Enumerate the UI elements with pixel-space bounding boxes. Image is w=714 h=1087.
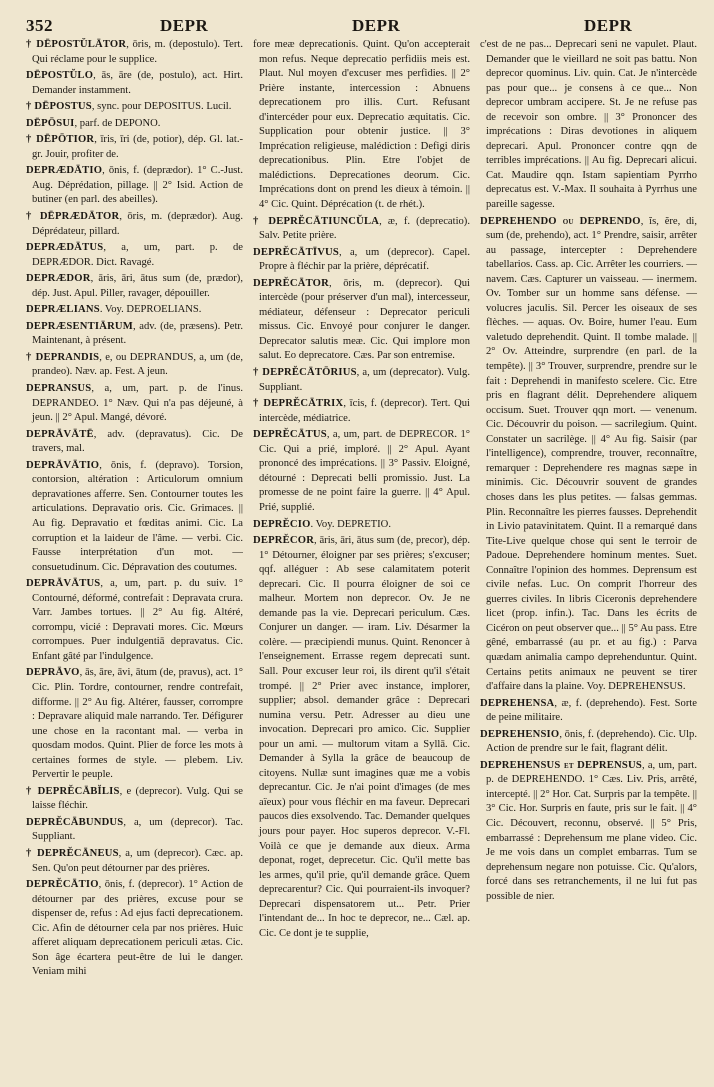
- entry-headword: DEPRĔCIO: [253, 518, 311, 530]
- dictionary-entry: † DEPRANDIS, e, ou DEPRANDUS, a, um (de, prandeo). Næv. ap. Fest. A jeun.: [26, 351, 243, 378]
- entry-headword: DEPRĔCĀTUS: [253, 429, 327, 441]
- entry-headword: DEPRÆLIANS: [26, 304, 100, 316]
- dictionary-entry: † DĒPOSTŬLĀTOR, ōris, m. (depostulo). Tert. Qui réclame pour le supplice.: [26, 39, 243, 65]
- entry-headword: DEPRÆDĀTUS: [26, 242, 104, 254]
- dictionary-entry: DEPRĔCOR, āris, āri, ātus sum (de, precor), dép. 1° Détourner, éloigner par ses prières; s'excuser; qqf. alléguer : Ab sese calamitatem poterit deprecari. Cic. Il pourra éloigner de soi ce malheur. Mortem non deprecor. Ov. Je ne demande pas la vie. Deprecari periculum. Cæs. Conjurer un danger. — iram. Liv. Désarmer la colère. — præcipiendi munus. Quint. Renoncer à l'enseignement. Errasse regem deprecati sunt. Sall. Pour excuser leur roi, ils dirent qu'il s'était trompé. || 2° Prier avec instance, implorer, supplier; absol. demander grâce : Deprecari numina versu. Petr. Adresser au dieu une invocation. Deprecari pro amico. Cic. Supplier pour un ami. — multorum vitam a Syllā. Cic. Demander à Sylla la grâce de beaucoup de citoyens. Nullæ sunt imagines quæ me a vobis deprecantur. Cic. Je n'ai point d'images (de mes aïeux) pour vous fléchir en ma faveur. Deprecari paucos dies exsolvendo. Tac. Demander quelques jours pour payer. Hoc superos deprecor. V.-Fl. Voilà ce que je demande aux dieux. Arma deponat, roget, deprecetur. Cic. Qu'il mette bas les armes, qu'il prie, qu'il demande grâce. Quem deprecarentur? Cic. Qui pourraient-ils invoquer? Deprecari dispensatorem ut... Petr. Prier l'intendant de... In hoc te deprecor, ne... Cæl. ap. Cic. Ce dont je te supplie,: [253, 535, 470, 939]
- dictionary-entry: DEPRĔCIO. Voy. DEPRETIO.: [253, 518, 391, 530]
- entry-headword: † DĒPRÆDĀTOR: [26, 211, 120, 223]
- running-head-center: DEPR: [352, 16, 401, 35]
- dictionary-entry: DEPRÆDĀTIO, ōnis, f. (deprædor). 1° C.-Just. Aug. Déprédation, pillage. || 2° Isid. Action de butiner (en parl. des abeilles).: [26, 165, 243, 206]
- entry-headword: † DĒPOSTŬLĀTOR: [26, 39, 127, 50]
- entry-headword: † DEPRANDIS: [26, 351, 100, 363]
- running-head: [26, 14, 698, 36]
- entry-headword: DEPRÆDĀTIO: [26, 165, 103, 177]
- entry-headword: DEPREHENSA: [480, 697, 555, 709]
- entry-headword: DEPRĀVĀTĒ: [26, 428, 94, 440]
- entry-headword: DĒPŌSUI: [26, 117, 75, 129]
- entry-headword: DEPREHENSIO: [480, 728, 560, 740]
- dictionary-entry: † DEPRĔCĀBĬLIS, e (deprecor). Vulg. Qui se laisse fléchir.: [26, 785, 243, 812]
- entry-headword: DEPRÆDOR: [26, 273, 91, 285]
- dictionary-entry: DEPRÆLIANS. Voy. DEPROELIANS.: [26, 304, 202, 316]
- entry-headword: DEPRĀVĀTUS: [26, 578, 101, 590]
- dictionary-entry: † DĒPOSTUS, sync. pour DEPOSITUS. Lucil.: [26, 101, 232, 113]
- dictionary-entry: † DEPRĔCĀNEUS, a, um (deprecor). Cæc. ap. Sen. Qu'on peut détourner par des prières.: [26, 847, 243, 874]
- entry-headword: † DEPRĔCĀTRIX: [253, 398, 344, 410]
- entry-headword: DEPRÆSENTIĀRUM: [26, 320, 133, 332]
- dictionary-entry: c'est de ne pas... Deprecari seni ne vapulet. Plaut. Demander que le vieillard ne soit pas battu. Non deprecor quominus. Liv. quin. Cat. Je n'intercède pas pour que... je consens à ce que... Non deprecor umbram accipere. St. Je ne refuse pas de recevoir son ombre. || 3° Prononcer des imprécations : Diras devotiones in aliquem deprecari. Apul. Prononcer contre qqn de terribles imprécations. || Au fig. Deprecari alicui. Cat. Maudire qqn. Istam sapientiam Pyrrho deprecatus est. V.-Max. Il souhaita à Pyrrhus une pareille sagesse.: [480, 39, 697, 211]
- dictionary-entry: DEPRÆDOR, āris, āri, ātus sum (de, prædor), dép. Just. Apul. Piller, ravager, dépouiller.: [26, 273, 243, 299]
- dictionary-entry: † DĒPŌTIOR, īris, īri (de, potior), dép. Gl. lat.-gr. Jouir, profiter de.: [26, 134, 243, 160]
- dictionary-entry: † DEPRĔCĀTIUNCŬLA, æ, f. (deprecatio). Salv. Petite prière.: [253, 215, 470, 242]
- entry-headword: DEPRĀVĀTIO: [26, 459, 100, 471]
- entry-headword: DEPRĔCĀTOR: [253, 277, 329, 289]
- column-left: [26, 38, 243, 1078]
- dictionary-entry: † DĒPRÆDĀTOR, ōris, m. (deprædor). Aug. Déprédateur, pillard.: [26, 211, 243, 237]
- dictionary-entry: DEPREHENSUS et DEPRENSUS, a, um, part. p. de DEPREHENDO. 1° Cæs. Liv. Pris, arrêté, intercepté. || 2° Hor. Cat. Surpris par la tempête. || 3° Cic. Hor. Surpris en faute, pris sur le fait. || 4° Cic. Découvert, reconnu, observé. || 5° Pris, embarrassé : Deprehensum me plane video. Cic. Je me vois dans un complet embarras. Tum se deprehensum negare non potuisse. Cic. Qu'alors, forcé dans ses retranchements, il ne lui fut pas possible de nier.: [480, 759, 697, 902]
- dictionary-entry: DEPRĔCĀTĪVUS, a, um (deprecor). Capel. Propre à fléchir par la prière, déprécatif.: [253, 246, 470, 273]
- page-number: 352: [26, 16, 53, 35]
- entry-headword: DĒPOSTŬLO: [26, 70, 94, 82]
- entry-headword: DEPRĔCOR: [253, 535, 315, 547]
- dictionary-entry: DEPRĔCĀTIO, ōnis, f. (deprecor). 1° Action de détourner par des prières, excuse pour se dispenser de, refus : Ad ejus facti deprecationem. Cic. Afin de détourner cela par nos prières. Huic afferet aliquam deprecationem periculi ætas. Cic. Son âge écartera peut-être de lui le danger. Veniam mihi: [26, 879, 243, 978]
- entry-headword: † DEPRĔCĀTŌRIUS: [253, 367, 357, 379]
- dictionary-entry: DEPREHENSIO, ōnis, f. (deprehendo). Cic. Ulp. Action de prendre sur le fait, flagrant délit.: [480, 728, 697, 755]
- entry-headword: DEPREHENDO ou DEPRENDO: [480, 215, 641, 227]
- entry-headword: † DĒPOSTUS: [26, 101, 92, 113]
- dictionary-entry: † DEPRĔCĀTŌRIUS, a, um (deprecator). Vulg. Suppliant.: [253, 367, 470, 393]
- entry-headword: † DEPRĔCĀTIUNCŬLA: [253, 215, 380, 227]
- entry-headword: † DEPRĔCĀNEUS: [26, 847, 119, 859]
- running-head-right: DEPR: [584, 16, 633, 35]
- dictionary-entry: DEPRĀVĀTIO, ōnis, f. (depravo). Torsion, contorsion, altération : Articulorum omnium depravationes afferre. Sen. Contourner toutes les articulations. Depravatio oris. Cic. Grimaces. || Au fig. Depravatio et fœditas animi. Cic. La corruption et la laideur de l'âme. — verbi. Cic. Fausse interprétation d'un mot. — consuetudinum. Cic. Dépravation des coutumes.: [26, 459, 243, 573]
- dictionary-entry: DEPRĔCĀBUNDUS, a, um (deprecor). Tac. Suppliant.: [26, 816, 243, 843]
- dictionary-entry: DEPRÆSENTIĀRUM, adv. (de, præsens). Petr. Maintenant, à présent.: [26, 320, 243, 347]
- entry-headword: DEPRĔCĀBUNDUS: [26, 816, 124, 828]
- dictionary-entry: DEPRĀVO, ās, āre, āvi, ātum (de, pravus), act. 1° Cic. Plin. Tordre, contourner, rendre contrefait, difforme. || 2° Au fig. Altérer, fausser, corrompre : Depravare aliquid male narrando. Ter. Défigurer une chose en la racontant mal. — verba in quosdam modos. Quint. Plier de force les mots à certaines formes de style. — plebem. Liv. Pervertir le peuple.: [26, 667, 243, 781]
- entry-headword: DEPREHENSUS et DEPRENSUS: [480, 759, 642, 771]
- entry-headword: DEPRĀVO: [26, 667, 80, 679]
- entry-headword: DEPRĔCĀTIO: [26, 879, 99, 891]
- dictionary-entry: DEPRĀVĀTĒ, adv. (depravatus). Cic. De travers, mal.: [26, 428, 243, 455]
- entry-headword: † DĒPŌTIOR: [26, 134, 95, 146]
- dictionary-entry: DEPRĔCĀTOR, ōris, m. (deprecor). Qui intercède (pour préserver d'un mal), intercesseur, médiateur, défenseur : Deprecator periculi missus. Cic. Envoyé pour conjurer le danger. Deprecator salutis meæ. Cic. Qui implore mon salut. Eo deprecatore. Cæs. Par son entremise.: [253, 277, 470, 362]
- entry-headword: DEPRĔCĀTĪVUS: [253, 246, 339, 258]
- dictionary-entry: DEPRĀVĀTUS, a, um, part. p. du suiv. 1° Contourné, déformé, contrefait : Depravata crura. Varr. Jambes tortues. || 2° Au fig. Altéré, corrompu, vicié : Depravati mores. Cic. Mœurs corrompues. Puer indulgentiā depravatus. Cic. Enfant gâté par l'indulgence.: [26, 578, 243, 662]
- dictionary-entry: fore meæ deprecationis. Quint. Qu'on accepterait mon refus. Neque deprecatio perfidiis meis est. Plaut. Nul moyen d'excuser mes perfidies. || 2° Prière instante, intercession : Abnuens deprecationem pro illis. Curt. Refusant d'intercéder pour eux. Deprecatio æquitatis. Cic. Supplication pour obtenir justice. || 3° Imprécation religieuse, malédiction : Defigi diris deprecationibus. Plin. Etre l'objet de malédictions. Deprecationes deorum. Cic. Imprécations dont on prend les dieux à témoin. || 4° Cic. Quint. Déprécation (t. de rhét.).: [253, 39, 470, 211]
- dictionary-entry: DEPREHENSA, æ, f. (deprehendo). Fest. Sorte de peine militaire.: [480, 697, 697, 724]
- column-right: [480, 38, 697, 1078]
- dictionary-entry: DEPREHENDO ou DEPRENDO, ĭs, ĕre, di, sum (de, prehendo), act. 1° Prendre, saisir, arrêter au passage, intercepter : Deprehendere tabellarios. Cass. ap. Cic. Arrêter les courriers. — navem. Cæs. Capturer un vaisseau. — inermem. Ov. Tomber sur un homme sans défense. — volucres jaculis. Sil. Percer les oiseaux de ses flèches. — aquas. Ov. Boire, humer l'eau. Eum valetudo deprehendit. Quint. Il tombe malade. || 2° Ov. Atteindre, surprendre (en parl. de la tempête). || 3° Trouver, surprendre, prendre sur le fait : Deprehendi in manifesto scelere. Cic. Etre pris en flagrant délit. Deprehendere aliquem occisum. Suet. Trouver qqn mort. — venenum. Cic. Découvrir du poison. — sacrilegium. Quint. Constater un sacrilège. || 4° Au fig. Saisir (par l'intelligence), comprendre, trouver, reconnaître, remarquer : Deprehendere res magnas sæpe in minimis. Cic. Découvrir souvent de grandes choses dans les plus petites. — falsas gemmas. Plin. Reconnaître les pierres fausses. Deprehendit in Livio patavinitatem. Quint. Il a remarqué dans Tite-Live quelque chose qui sent le terroir de Padoue. Deprehendere hominum mentes. Suet. Connaître l'opinion des hommes. Deprensum est civile nefas. Luc. On comprit l'horreur des guerres civiles. In libris Ciceronis deprehendere licet (prop. infin.). Tac. Dans les écrits de Cicéron on peut observer que... || 5° Au pass. Etre gêné, embarrassé (au pr. et au fig.) : Parva quædam animalia campo deprehenduntur. Quint. Certains petits animaux ne peuvent se tirer d'affaire dans la plaine. Voy. DEPREHENSUS.: [480, 215, 697, 693]
- dictionary-entry: † DEPRĔCĀTRIX, īcis, f. (deprecor). Tert. Qui intercède, médiatrice.: [253, 398, 470, 424]
- dictionary-entry: DEPRANSUS, a, um, part. p. de l'inus. DEPRANDEO. 1° Næv. Qui n'a pas déjeuné, à jeun. || 2° Apul. Mangé, dévoré.: [26, 383, 243, 424]
- dictionary-entry: DĒPOSTŬLO, ās, āre (de, postulo), act. Hirt. Demander instamment.: [26, 70, 243, 96]
- column-middle: [253, 38, 470, 1078]
- dictionary-entry: DEPRÆDĀTUS, a, um, part. p. de DEPRÆDOR. Dict. Ravagé.: [26, 242, 243, 268]
- dictionary-entry: DEPRĔCĀTUS, a, um, part. de DEPRECOR. 1° Cic. Qui a prié, imploré. || 2° Apul. Ayant prononcé des imprécations. || 3° Passiv. Eloigné, détourné : Deprecati belli promissio. Just. La promesse de ne point faire la guerre. || 4° Apul. Prié, supplié.: [253, 429, 470, 513]
- entry-headword: † DEPRĔCĀBĬLIS: [26, 785, 120, 797]
- running-head-left: DEPR: [160, 16, 209, 35]
- entry-headword: DEPRANSUS: [26, 383, 92, 395]
- dictionary-entry: DĒPŌSUI, parf. de DEPONO.: [26, 117, 161, 129]
- text-columns: [26, 38, 698, 1078]
